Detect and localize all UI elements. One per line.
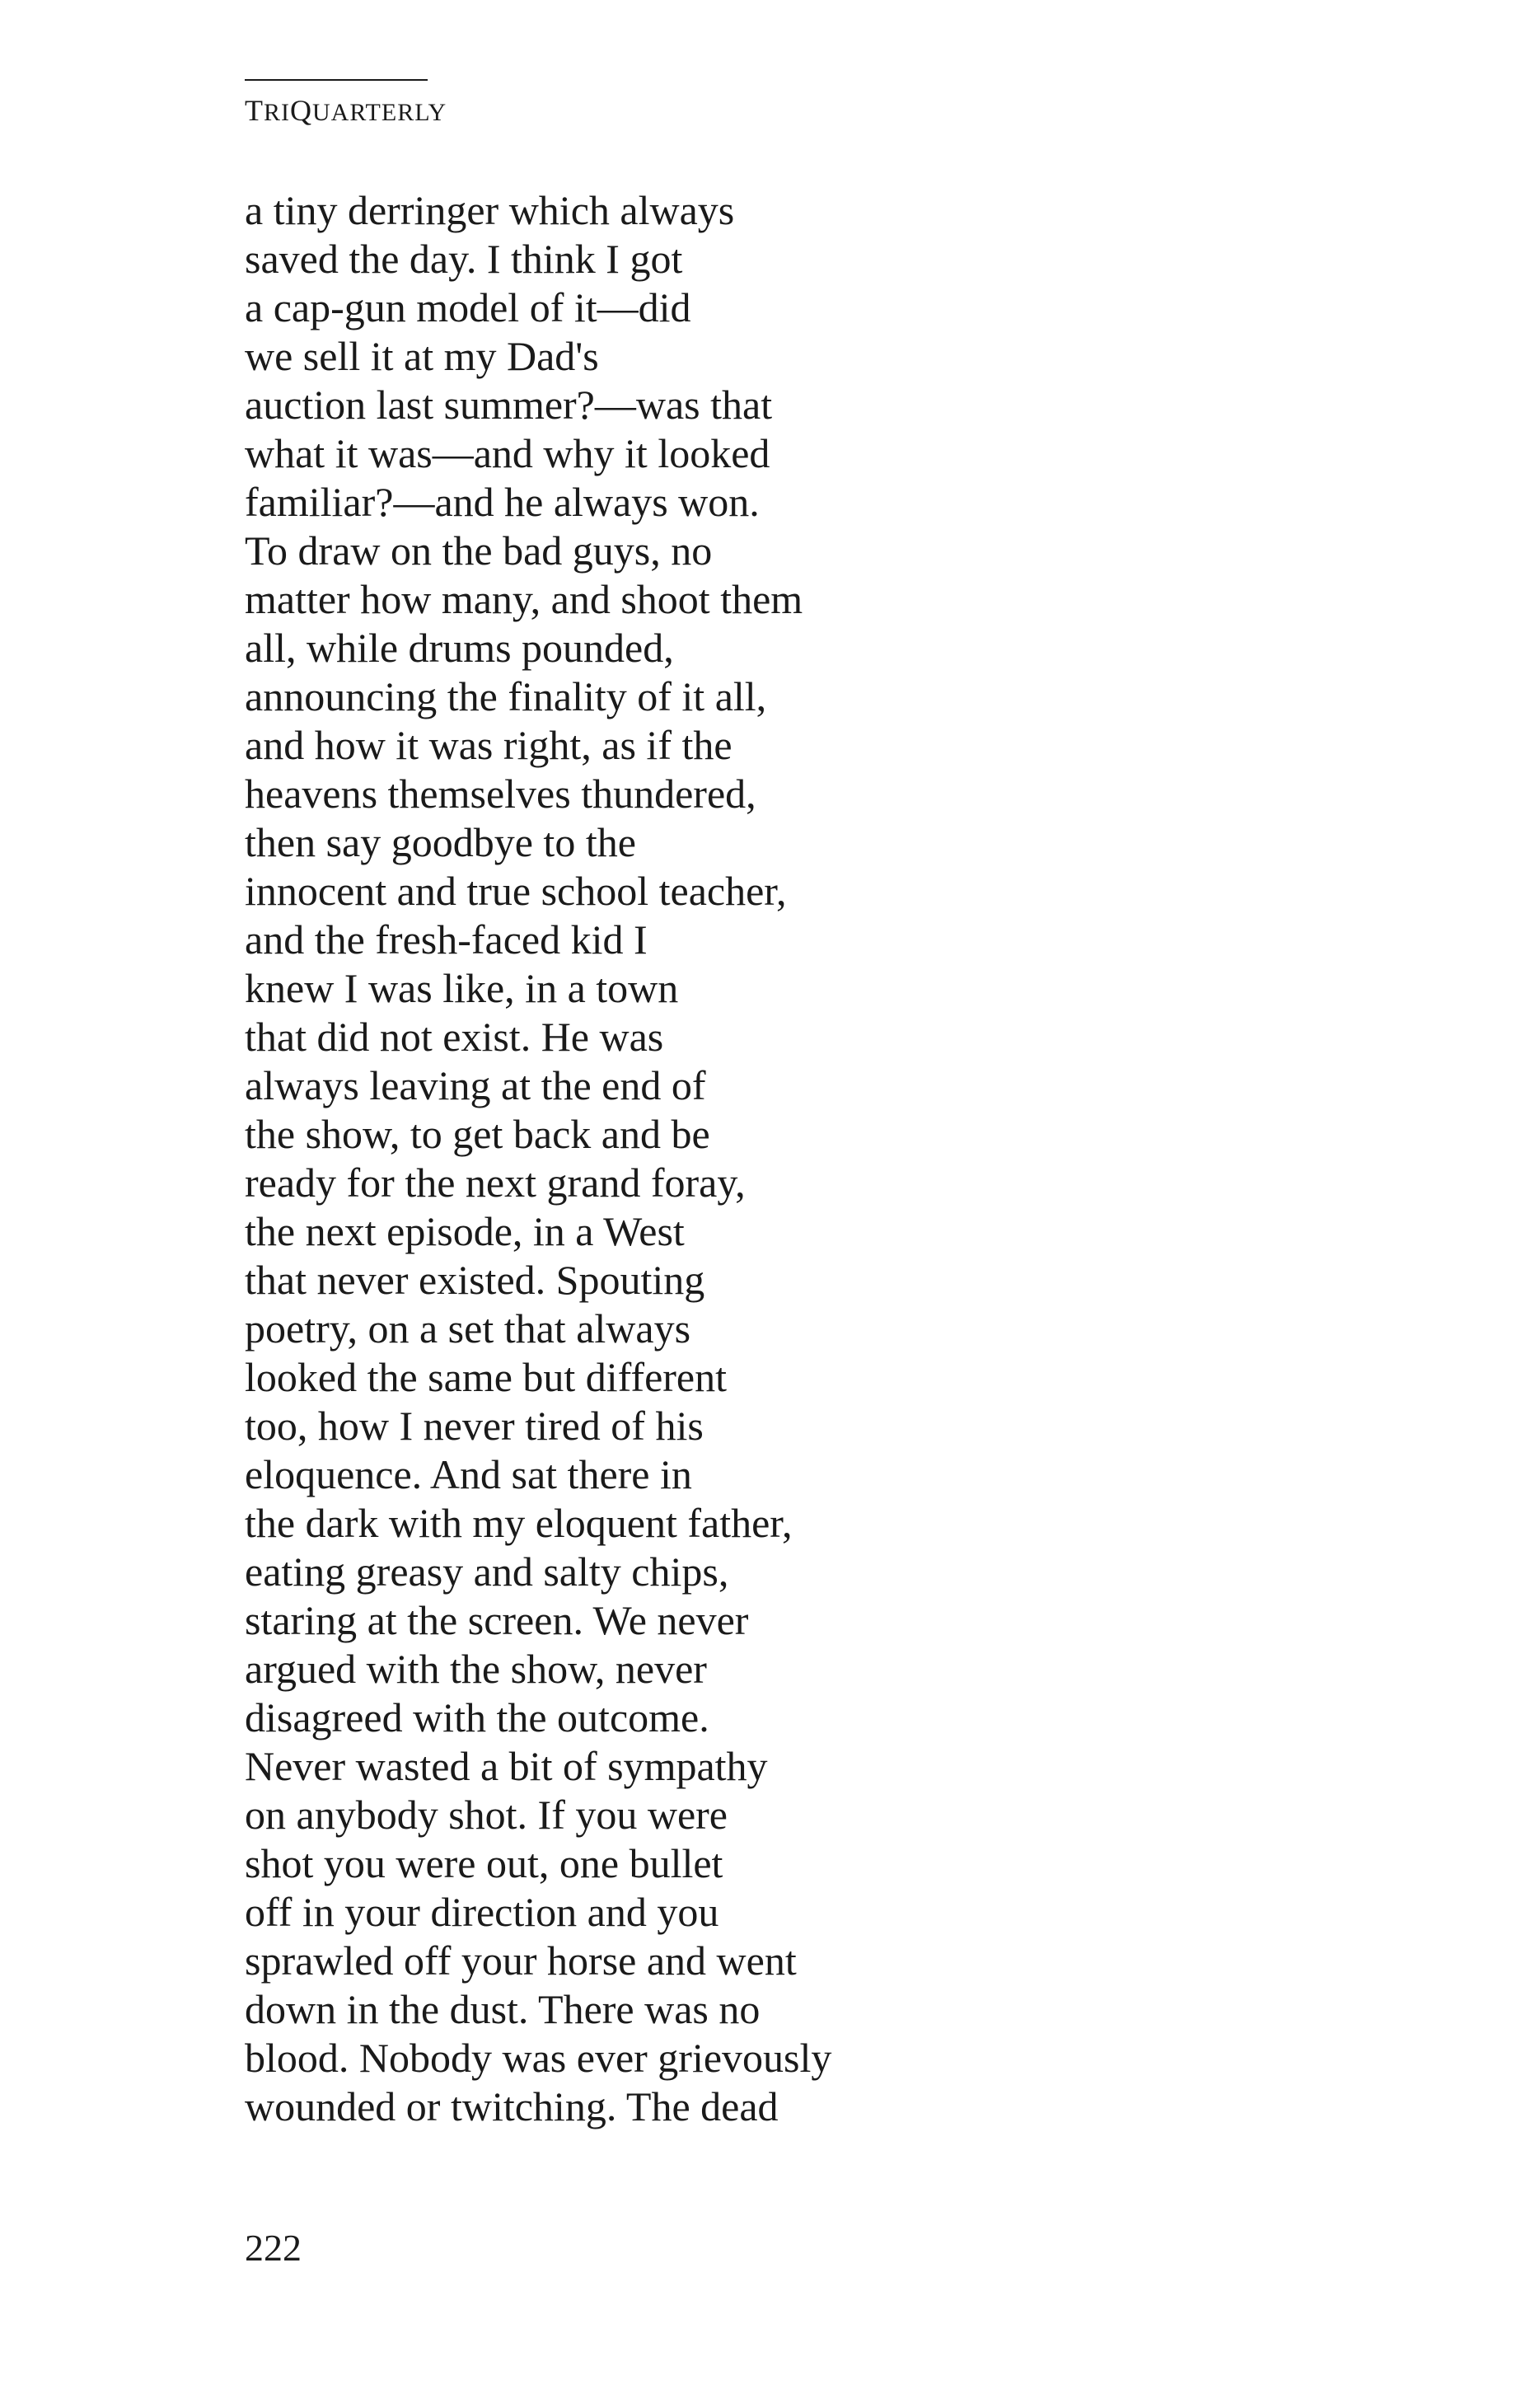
poem-line: then say goodbye to the (245, 819, 636, 865)
poem-line: ready for the next grand foray, (245, 1159, 746, 1206)
poem-line: saved the day. I think I got (245, 236, 683, 282)
poem-line: matter how many, and shoot them (245, 576, 803, 622)
poem-line: innocent and true school teacher, (245, 868, 787, 914)
poem-line: and how it was right, as if the (245, 722, 733, 768)
poem-line: knew I was like, in a town (245, 965, 679, 1011)
page-number: 222 (245, 2227, 302, 2269)
poem-line: always leaving at the end of (245, 1062, 706, 1108)
running-head (245, 79, 447, 127)
poem-line: Never wasted a bit of sympathy (245, 1743, 768, 1789)
poem-line: shot you were out, one bullet (245, 1840, 723, 1886)
poem-line: wounded or twitching. The dead (245, 2083, 779, 2129)
poem-line: down in the dust. There was no (245, 1986, 761, 2032)
poem-line: that never existed. Spouting (245, 1257, 705, 1303)
poem-line: off in your direction and you (245, 1889, 719, 1935)
poem-line: the next episode, in a West (245, 1208, 685, 1254)
poem-line: that did not exist. He was (245, 1014, 664, 1060)
poem-line: eloquence. And sat there in (245, 1451, 692, 1497)
poem-line: looked the same but different (245, 1354, 728, 1400)
poem-text (245, 186, 1316, 2131)
poem-line: disagreed with the outcome. (245, 1694, 709, 1740)
header-rule (245, 79, 428, 81)
poem-line: the show, to get back and be (245, 1111, 710, 1157)
poem-line: sprawled off your horse and went (245, 1937, 797, 1984)
poem-line: too, how I never tired of his (245, 1403, 704, 1449)
poem-line: announcing the finality of it all, (245, 673, 767, 719)
poem-line: familiar?—and he always won. (245, 479, 760, 525)
poem-line: all, while drums pounded, (245, 625, 674, 671)
poem-line: we sell it at my Dad's (245, 333, 599, 379)
poem-line: a cap-gun model of it—did (245, 284, 691, 330)
poem-line: To draw on the bad guys, no (245, 527, 713, 574)
poem-line: eating greasy and salty chips, (245, 1548, 729, 1595)
poem-line: what it was—and why it looked (245, 430, 770, 476)
poem-line: staring at the screen. We never (245, 1597, 749, 1643)
journal-title: TRIQUARTERLY (245, 94, 447, 127)
poem-line: a tiny derringer which always (245, 187, 735, 233)
poem-line: heavens themselves thundered, (245, 771, 756, 817)
poem-line: the dark with my eloquent father, (245, 1500, 793, 1546)
poem-line: argued with the show, never (245, 1646, 707, 1692)
poem-line: auction last summer?—was that (245, 382, 773, 428)
poem-line: on anybody shot. If you were (245, 1792, 728, 1838)
poem-line: poetry, on a set that always (245, 1305, 691, 1352)
poem-line: blood. Nobody was ever grievously (245, 2035, 832, 2081)
poem-line: and the fresh-faced kid I (245, 916, 648, 963)
